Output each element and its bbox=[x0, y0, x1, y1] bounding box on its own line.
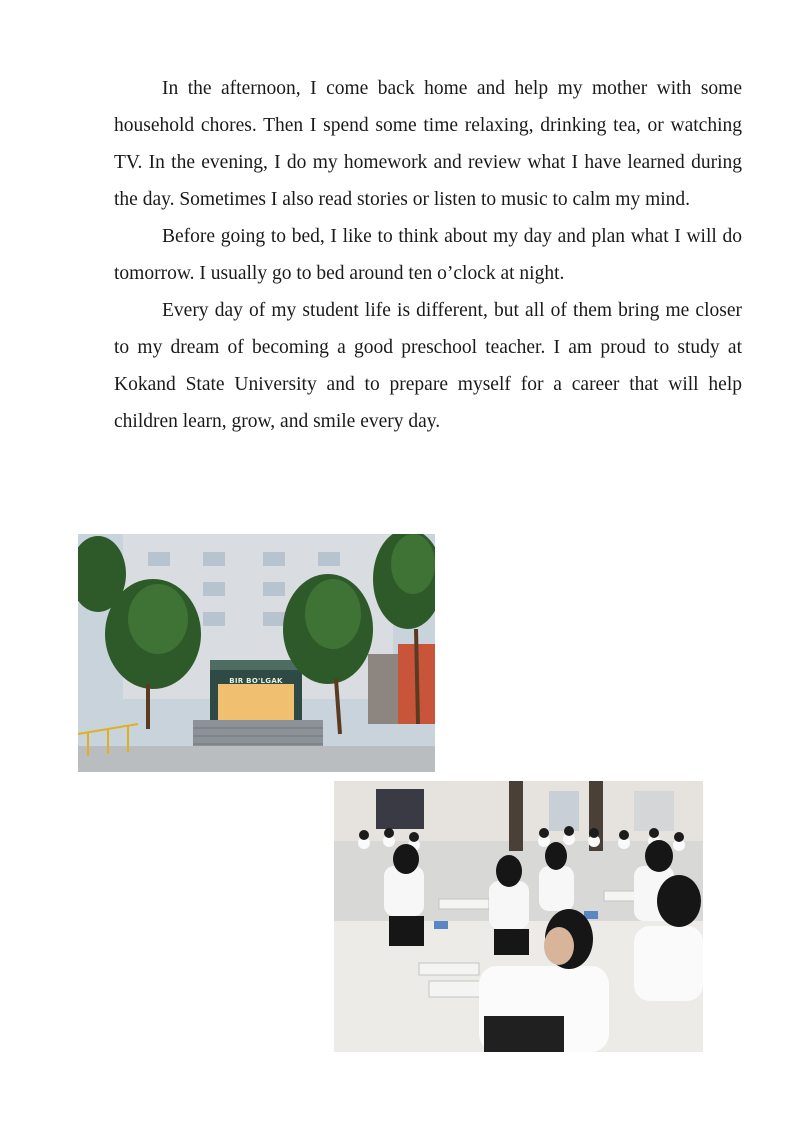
building-illustration bbox=[78, 534, 435, 772]
paragraph-afternoon: In the afternoon, I come back home and help my mother with some household chores. Then I spend some time relaxing, drinking tea, or watching TV. In the evening, I do my homework and review what I have learned during the day. Sometimes I also read stories or listen to music to calm my mind. bbox=[114, 78, 742, 210]
paragraph-bedtime: Before going to bed, I like to think about my day and plan what I will do tomorrow. I usually go to bed around ten o’clock at night. bbox=[114, 226, 742, 284]
document-body bbox=[114, 70, 742, 440]
entrance-sign: BIR BO'LGAK bbox=[229, 677, 283, 685]
paragraph-conclusion: Every day of my student life is different, but all of them bring me closer to my dream of becoming a good preschool teacher. I am proud to study at Kokand State University and to prepare myself for a career that will help children learn, grow, and smile every day. bbox=[114, 300, 742, 432]
classroom-students-photo bbox=[334, 781, 703, 1052]
classroom-illustration bbox=[334, 781, 703, 1052]
university-building-photo bbox=[78, 534, 435, 772]
